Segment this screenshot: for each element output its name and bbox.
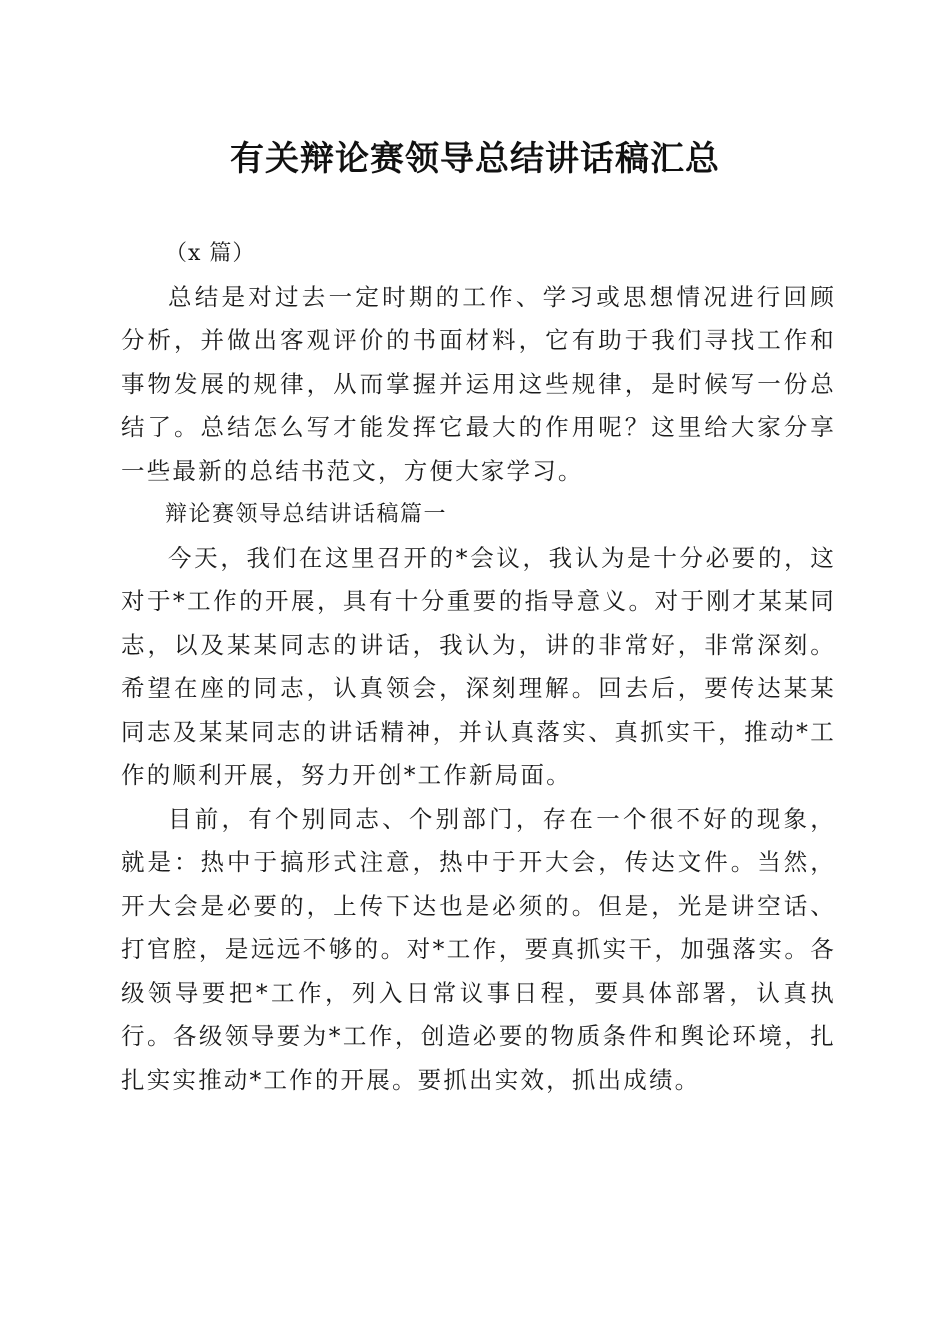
intro-paragraph: 总结是对过去一定时期的工作、学习或思想情况进行回顾分析，并做出客观评价的书面材料，它有助于我们寻找工作和事物发展的规律，从而掌握并运用这些规律，是时候写一份总结了。总结怎么写才能发挥它最大的作用呢？这里给大家分享一些最新的总结书范文，方便大家学习。 <box>121 282 836 485</box>
body-paragraph-1: 今天，我们在这里召开的*会议，我认为是十分必要的，这对于*工作的开展，具有十分重要的指导意义。对于刚才某某同志，以及某某同志的讲话，我认为，讲的非常好，非常深刻。希望在座的同志，认真领会，深刻理解。回去后，要传达某某同志及某某同志的讲话精神，并认真落实、真抓实干，推动*工作的顺利开展，努力开创*工作新局面。 <box>121 543 836 789</box>
section-heading: 辩论赛领导总结讲话稿篇一 <box>165 502 448 527</box>
document-title: 有关辩论赛领导总结讲话稿汇总 <box>230 139 720 179</box>
document-body <box>121 232 836 1102</box>
body-paragraph-2: 目前，有个别同志、个别部门，存在一个很不好的现象，就是：热中于搞形式注意，热中于开大会，传达文件。当然，开大会是必要的，上传下达也是必须的。但是，光是讲空话、打官腔，是远远不够的。对*工作，要真抓实干，加强落实。各级领导要把*工作，列入日常议事日程，要具体部署，认真执行。各级领导要为*工作，创造必要的物质条件和舆论环境，扎扎实实推动*工作的开展。要抓出实效，抓出成绩。 <box>121 804 836 1094</box>
count-note: （x 篇） <box>165 241 256 266</box>
